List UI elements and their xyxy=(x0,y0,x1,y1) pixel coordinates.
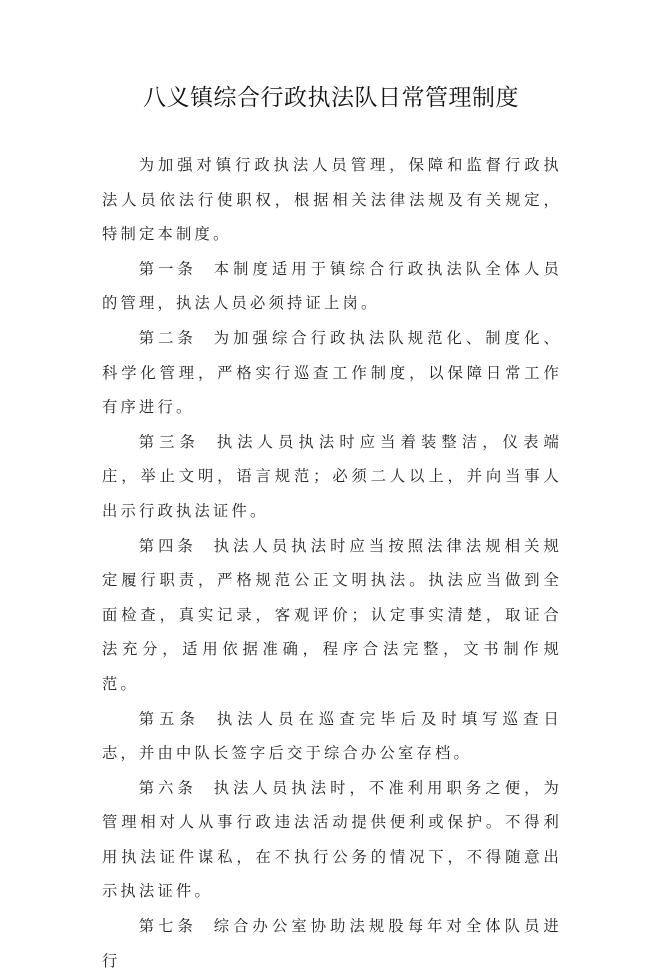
article-label: 第七条 xyxy=(138,917,197,936)
article-label: 第六条 xyxy=(138,778,197,797)
article-4 xyxy=(102,529,562,702)
article-label: 第四条 xyxy=(138,536,197,555)
article-label: 第一条 xyxy=(138,259,197,278)
article-3 xyxy=(102,425,562,529)
article-6 xyxy=(102,771,562,909)
article-2 xyxy=(102,321,562,425)
article-7 xyxy=(102,909,562,978)
article-text: 执法人员在巡查完毕后及时填写巡查日志，并由中队长签字后交于综合办公室存档。 xyxy=(102,709,562,763)
article-text: 执法人员执法时应当按照法律法规相关规定履行职责，严格规范公正文明执法。执法应当做到全面检查，真实记录，客观评价；认定事实清楚，取证合法充分，适用依据准确，程序合法完整，文书制作规范。 xyxy=(102,536,562,693)
article-text: 执法人员执法时，不准利用职务之便，为管理相对人从事行政违法活动提供便利或保护。不得利用执法证件谋私，在不执行公务的情况下，不得随意出示执法证件。 xyxy=(102,778,562,901)
article-5 xyxy=(102,702,562,771)
article-text: 执法人员执法时应当着装整洁，仪表端庄，举止文明，语言规范；必须二人以上，并向当事人出示行政执法证件。 xyxy=(102,432,562,520)
article-text: 本制度适用于镇综合行政执法队全体人员的管理，执法人员必须持证上岗。 xyxy=(102,259,562,313)
document-title: 八义镇综合行政执法队日常管理制度 xyxy=(143,85,519,111)
article-label: 第二条 xyxy=(138,328,197,347)
article-1 xyxy=(102,252,562,321)
article-text: 为加强综合行政执法队规范化、制度化、科学化管理，严格实行巡查工作制度，以保障日常工作有序进行。 xyxy=(102,328,562,417)
intro-paragraph: 为加强对镇行政执法人员管理，保障和监督行政执法人员依法行使职权，根据相关法律法规及有关规定，特制定本制度。 xyxy=(102,156,562,244)
document-body xyxy=(102,148,562,978)
article-label: 第五条 xyxy=(138,709,200,728)
article-label: 第三条 xyxy=(138,432,200,451)
article-text: 综合办公室协助法规股每年对全体队员进行 xyxy=(102,917,562,970)
